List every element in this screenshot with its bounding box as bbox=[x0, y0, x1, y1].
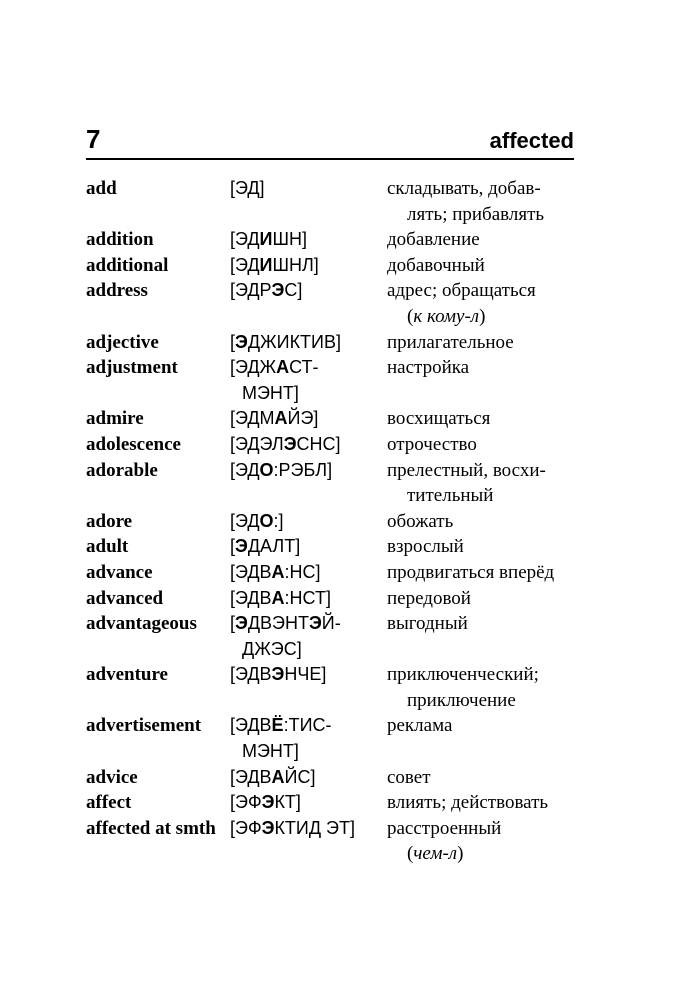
definition-text: расстроенный bbox=[387, 817, 502, 839]
headword: advice bbox=[86, 766, 138, 788]
headword: addition bbox=[86, 229, 154, 251]
transcription-text: :НСТ] bbox=[284, 587, 331, 608]
definition-line bbox=[387, 586, 587, 612]
definition-line bbox=[387, 765, 587, 791]
definition bbox=[387, 790, 587, 816]
dictionary-entry bbox=[86, 790, 586, 816]
transcription-text: [ЭДР bbox=[230, 280, 272, 301]
running-head: affected bbox=[489, 128, 574, 153]
definition-text: продвигаться вперёд bbox=[387, 561, 555, 583]
definition-text: восхищаться bbox=[387, 408, 491, 430]
transcription bbox=[230, 227, 382, 253]
transcription-line bbox=[230, 713, 382, 739]
transcription-emphasis: Э bbox=[283, 433, 297, 454]
transcription-text: [ЭДМ bbox=[230, 408, 275, 429]
definition-text: тительный bbox=[407, 485, 494, 507]
transcription-emphasis: О bbox=[259, 459, 274, 480]
transcription-text: [ЭД] bbox=[230, 178, 265, 198]
transcription-line bbox=[230, 662, 382, 688]
transcription-line bbox=[230, 586, 382, 612]
transcription bbox=[230, 534, 382, 560]
transcription-text: НЧЕ] bbox=[284, 664, 327, 685]
definition-line bbox=[387, 688, 587, 714]
transcription-text: КТИД ЭТ] bbox=[274, 817, 355, 838]
definition bbox=[387, 662, 587, 713]
transcription-text: ЙЭ] bbox=[287, 408, 319, 429]
transcription bbox=[230, 713, 382, 764]
transcription-line bbox=[230, 406, 382, 432]
definition-text: обожать bbox=[387, 510, 454, 532]
transcription-text: МЭНТ] bbox=[242, 741, 299, 762]
transcription-text: [ЭД bbox=[230, 229, 260, 250]
definition-line bbox=[387, 406, 587, 432]
definition-text: складывать, добав- bbox=[387, 178, 541, 199]
headword: adult bbox=[86, 536, 129, 558]
transcription bbox=[230, 176, 382, 202]
transcription-emphasis: Э bbox=[235, 536, 248, 557]
transcription-line bbox=[230, 432, 382, 458]
definition-line bbox=[387, 227, 587, 253]
dictionary-entry bbox=[86, 662, 586, 713]
definition bbox=[387, 278, 587, 329]
transcription-text: [ЭДВ bbox=[230, 766, 272, 787]
transcription-text: ЙС] bbox=[284, 766, 316, 787]
transcription-line bbox=[230, 816, 382, 842]
transcription-text: [ЭДВ bbox=[230, 664, 272, 685]
transcription-text: ДАЛТ] bbox=[247, 536, 301, 557]
definition-line bbox=[387, 841, 587, 867]
transcription-emphasis: Э bbox=[271, 664, 285, 685]
transcription bbox=[230, 458, 382, 484]
definition-line bbox=[387, 253, 587, 279]
transcription bbox=[230, 586, 382, 612]
definition bbox=[387, 330, 587, 356]
page-header bbox=[86, 124, 574, 160]
definition bbox=[387, 176, 587, 227]
transcription-text: КТ] bbox=[274, 792, 301, 813]
definition-line bbox=[387, 278, 587, 304]
page-number: 7 bbox=[86, 124, 101, 154]
transcription-text: [ЭДВ bbox=[230, 715, 272, 736]
dictionary-entry bbox=[86, 278, 586, 329]
definition-line bbox=[387, 176, 587, 202]
transcription-emphasis: Э bbox=[308, 613, 322, 634]
headword: advertisement bbox=[86, 715, 202, 737]
transcription bbox=[230, 560, 382, 586]
transcription-text: ДЖЭС] bbox=[242, 638, 302, 659]
transcription-line bbox=[230, 790, 382, 816]
definition-line bbox=[387, 611, 587, 637]
definition-text: совет bbox=[387, 766, 431, 788]
transcription-text: ДЖИКТИВ] bbox=[247, 331, 342, 352]
definition-text: приключенческий; bbox=[387, 664, 539, 686]
transcription bbox=[230, 355, 382, 406]
entry-list bbox=[86, 176, 586, 867]
transcription-text: [ bbox=[230, 536, 236, 557]
transcription-text: [ЭФ bbox=[230, 817, 262, 838]
definition bbox=[387, 586, 587, 612]
headword: admire bbox=[86, 408, 144, 430]
headword: advance bbox=[86, 561, 153, 583]
definition-text: реклама bbox=[387, 715, 453, 737]
transcription-emphasis: Э bbox=[235, 331, 248, 352]
transcription bbox=[230, 662, 382, 688]
definition-text: ( bbox=[407, 843, 414, 865]
transcription-text: СНС] bbox=[296, 433, 341, 454]
definition-text: влиять; действовать bbox=[387, 792, 549, 814]
definition-emphasis: к кому-л bbox=[413, 305, 480, 327]
transcription-line bbox=[230, 637, 382, 663]
definition-line bbox=[387, 816, 587, 842]
transcription bbox=[230, 509, 382, 535]
headword: affect bbox=[86, 792, 132, 814]
dictionary-entry bbox=[86, 611, 586, 662]
definition-text: ) bbox=[479, 305, 486, 327]
definition-text: прелестный, восхи- bbox=[387, 459, 546, 481]
transcription-text: [ЭДВ bbox=[230, 561, 272, 582]
definition bbox=[387, 765, 587, 791]
transcription-emphasis: Э bbox=[261, 817, 275, 838]
definition-line bbox=[387, 509, 587, 535]
headword: additional bbox=[86, 254, 169, 276]
transcription bbox=[230, 432, 382, 458]
transcription-text: СТ- bbox=[289, 357, 319, 378]
headword: add bbox=[86, 178, 117, 199]
transcription-line bbox=[230, 765, 382, 791]
definition-line bbox=[387, 534, 587, 560]
transcription-emphasis: Ё bbox=[271, 715, 284, 736]
headword: adjective bbox=[86, 331, 159, 353]
dictionary-entry bbox=[86, 560, 586, 586]
definition-text: адрес; обращаться bbox=[387, 280, 536, 302]
headword: affected at smth bbox=[86, 817, 216, 839]
definition-emphasis: чем-л bbox=[413, 843, 458, 865]
definition-line bbox=[387, 432, 587, 458]
definition-line bbox=[387, 713, 587, 739]
definition bbox=[387, 816, 587, 867]
transcription-line bbox=[230, 355, 382, 381]
transcription-line bbox=[230, 458, 382, 484]
headword: advantageous bbox=[86, 613, 197, 635]
definition-line bbox=[387, 304, 587, 330]
transcription-text: С] bbox=[284, 280, 303, 301]
transcription-text: МЭНТ] bbox=[242, 382, 299, 403]
headword: adjustment bbox=[86, 357, 178, 379]
definition-line bbox=[387, 355, 587, 381]
transcription-emphasis: Э bbox=[261, 792, 275, 813]
definition bbox=[387, 458, 587, 509]
transcription-text: :РЭБЛ] bbox=[273, 459, 333, 480]
transcription bbox=[230, 816, 382, 842]
definition bbox=[387, 253, 587, 279]
definition bbox=[387, 560, 587, 586]
dictionary-entry bbox=[86, 227, 586, 253]
definition-line bbox=[387, 483, 587, 509]
transcription-line bbox=[230, 611, 382, 637]
transcription-line bbox=[230, 739, 382, 765]
transcription-line bbox=[230, 381, 382, 407]
transcription bbox=[230, 278, 382, 304]
transcription-line bbox=[230, 253, 382, 279]
definition-text: прилагательное bbox=[387, 331, 514, 353]
transcription-emphasis: О bbox=[259, 510, 274, 531]
definition-text: взрослый bbox=[387, 536, 464, 558]
transcription-emphasis: И bbox=[259, 254, 273, 275]
dictionary-entry bbox=[86, 534, 586, 560]
headword: adore bbox=[86, 510, 133, 532]
definition bbox=[387, 355, 587, 381]
transcription-text: ШНЛ] bbox=[272, 254, 319, 275]
transcription-line bbox=[230, 278, 382, 304]
transcription-text: Й- bbox=[321, 613, 341, 634]
dictionary-entry bbox=[86, 458, 586, 509]
definition bbox=[387, 227, 587, 253]
definition-text: добавочный bbox=[387, 254, 485, 276]
transcription-emphasis: Э bbox=[235, 613, 248, 634]
transcription-text: [ЭДВ bbox=[230, 587, 272, 608]
headword: adorable bbox=[86, 459, 158, 481]
transcription-text: :] bbox=[273, 510, 284, 531]
headword: advanced bbox=[86, 587, 164, 609]
definition-line bbox=[387, 458, 587, 484]
dictionary-entry bbox=[86, 355, 586, 406]
definition-line bbox=[387, 560, 587, 586]
definition bbox=[387, 432, 587, 458]
transcription-emphasis: А bbox=[271, 766, 285, 787]
transcription-line bbox=[230, 330, 382, 356]
definition bbox=[387, 509, 587, 535]
transcription-text: [ЭФ bbox=[230, 792, 262, 813]
headword: adventure bbox=[86, 664, 168, 686]
headword: adolescence bbox=[86, 433, 181, 455]
transcription-line bbox=[230, 176, 382, 202]
transcription-text: :НС] bbox=[284, 561, 321, 582]
dictionary-entry bbox=[86, 765, 586, 791]
transcription bbox=[230, 611, 382, 662]
transcription-line bbox=[230, 534, 382, 560]
definition-line bbox=[387, 662, 587, 688]
definition-line bbox=[387, 202, 587, 228]
definition bbox=[387, 534, 587, 560]
definition-text: ( bbox=[407, 305, 414, 327]
transcription-text: [ЭД bbox=[230, 459, 260, 480]
transcription bbox=[230, 765, 382, 791]
dictionary-entry bbox=[86, 330, 586, 356]
transcription-text: [ bbox=[230, 331, 236, 352]
transcription bbox=[230, 330, 382, 356]
transcription-text: [ bbox=[230, 613, 236, 634]
dictionary-entry bbox=[86, 253, 586, 279]
transcription-emphasis: А bbox=[271, 587, 285, 608]
transcription-text: [ЭД bbox=[230, 510, 260, 531]
transcription-emphasis: И bbox=[259, 229, 273, 250]
transcription-text: [ЭДЭЛ bbox=[230, 433, 284, 454]
transcription-text: :ТИС- bbox=[283, 715, 332, 736]
dictionary-entry bbox=[86, 406, 586, 432]
dictionary-entry bbox=[86, 816, 586, 867]
definition bbox=[387, 611, 587, 637]
dictionary-entry bbox=[86, 713, 586, 764]
transcription-text: [ЭД bbox=[230, 254, 260, 275]
definition-line bbox=[387, 790, 587, 816]
definition-text: добавление bbox=[387, 229, 480, 251]
dictionary-entry bbox=[86, 586, 586, 612]
transcription-line bbox=[230, 509, 382, 535]
transcription-text: [ЭДЖ bbox=[230, 357, 277, 378]
transcription-line bbox=[230, 560, 382, 586]
dictionary-entry bbox=[86, 432, 586, 458]
dictionary-entry bbox=[86, 509, 586, 535]
definition-text: лять; прибавлять bbox=[407, 203, 545, 225]
transcription-line bbox=[230, 227, 382, 253]
transcription-text: ШН] bbox=[272, 229, 307, 250]
definition bbox=[387, 713, 587, 739]
definition-text: отрочество bbox=[387, 433, 477, 455]
definition-line bbox=[387, 330, 587, 356]
headword: address bbox=[86, 280, 148, 302]
transcription-emphasis: А bbox=[274, 408, 288, 429]
definition-text: передовой bbox=[387, 587, 471, 609]
transcription-emphasis: Э bbox=[271, 280, 285, 301]
transcription-text: ДВЭНТ bbox=[247, 613, 309, 634]
definition-text: приключение bbox=[407, 689, 516, 711]
definition-text: настройка bbox=[387, 357, 470, 379]
transcription bbox=[230, 253, 382, 279]
definition-text: ) bbox=[457, 843, 464, 865]
definition bbox=[387, 406, 587, 432]
dictionary-entry bbox=[86, 176, 586, 227]
definition-text: выгодный bbox=[387, 613, 468, 635]
transcription-emphasis: А bbox=[271, 561, 285, 582]
transcription bbox=[230, 790, 382, 816]
transcription-emphasis: А bbox=[276, 357, 290, 378]
transcription bbox=[230, 406, 382, 432]
